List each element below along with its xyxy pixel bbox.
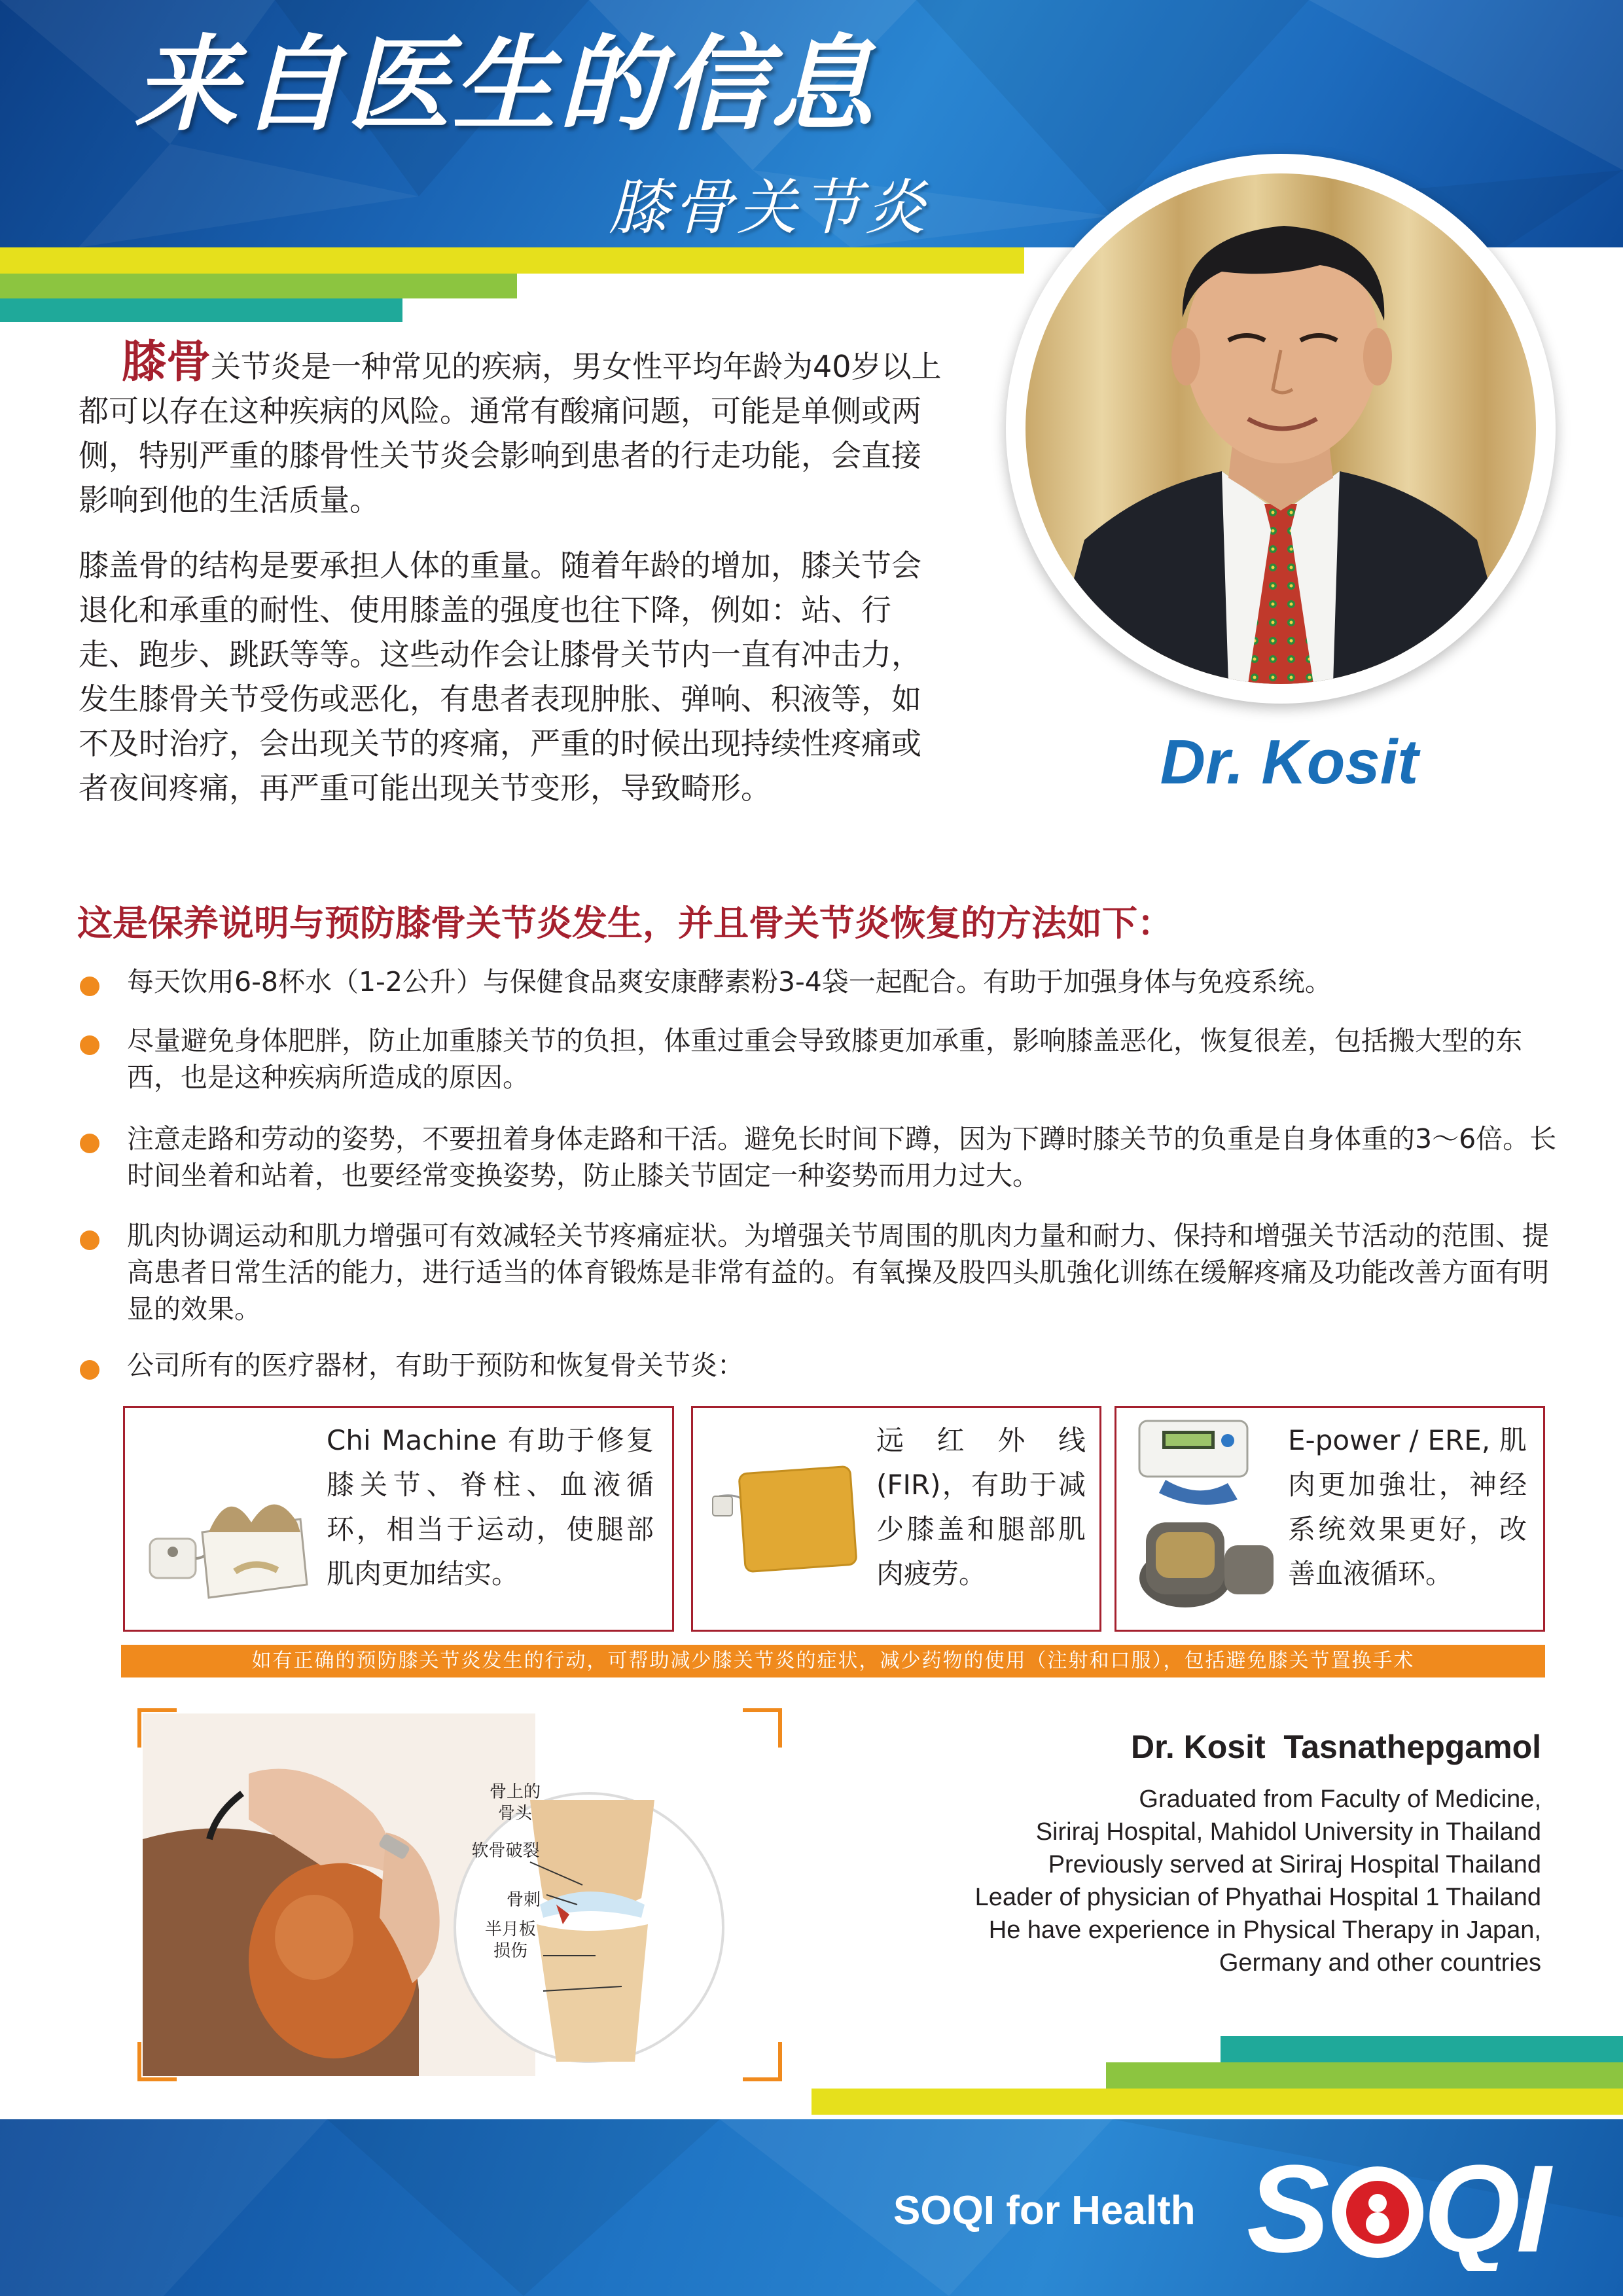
- stripe-yellow-bottom: [812, 2089, 1623, 2115]
- intro-paragraph-2: 膝盖骨的结构是要承担人体的重量。随着年龄的增加，膝关节会退化和承重的耐性、使用膝盖的强度也往下降，例如：站、行走、跑步、跳跃等等。这些动作会让膝骨关节内一直有冲击力，发生膝骨关节受伤或恶化，有患者表现肿胀、弹响、积液等，如不及时治疗，会出现关节的疼痛，严重的时候出现持续性疼痛或者夜间疼痛，再严重可能出现关节变形，导致畸形。: [79, 548, 921, 806]
- label-meniscus: 半月板 损伤: [484, 1920, 536, 1961]
- bullet-dot-icon: [80, 1360, 99, 1380]
- credentials-name: Dr. Kosit Tasnathepgamol: [1131, 1729, 1541, 1765]
- intro-lead-word: 膝骨: [122, 336, 211, 388]
- bullet-dot-icon: [80, 1035, 99, 1055]
- product-text: E-power / ERE, 肌肉更加強壮，神经系统效果更好，改善血液循环。: [1288, 1424, 1527, 1590]
- product-text: Chi Machine 有助于修复膝关节、脊柱、血液循环，相当于运动，使腿部肌肉更加结实。: [327, 1424, 654, 1590]
- bullet-text: 每天饮用6-8杯水（1-2公升）与保健食品爽安康酵素粉3-4袋一起配合。有助于加强身体与免疫系统。: [127, 966, 1332, 997]
- credentials-line: Graduated from Faculty of Medicine,: [1139, 1785, 1541, 1813]
- credentials-line: Previously served at Siriraj Hospital Thailand: [1048, 1851, 1541, 1878]
- bullet-text: 注意走路和劳动的姿势，不要扭着身体走路和干活。避免长时间下蹲，因为下蹲时膝关节的负重是自身体重的3～6倍。长时间坐着和站着，也要经常变换姿势，防止膝关节固定一种姿势而用力过大。: [127, 1123, 1557, 1191]
- label-spur: 骨刺: [506, 1890, 541, 1910]
- label-bone-head: 骨上的 骨头: [489, 1782, 541, 1823]
- fir-pad-image: [700, 1457, 863, 1588]
- e-power-device-image: [1126, 1414, 1290, 1624]
- stripe-yellow-top: [0, 247, 1024, 274]
- credentials-line: Leader of physician of Phyathai Hospital 1 Thailand: [974, 1884, 1541, 1911]
- notice-bar: 如有正确的预防膝关节炎发生的行动，可帮助减少膝关节炎的症状，减少药物的使用（注射和口服），包括避免膝关节置换手术: [121, 1645, 1545, 1677]
- product-card-chi-machine: [123, 1406, 674, 1632]
- bullet-text: 肌肉协调运动和肌力增强可有效减轻关节疼痛症状。为增强关节周围的肌肉力量和耐力、保持和增强关节活动的范围、提高患者日常生活的能力，进行适当的体育锻炼是非常有益的。有氧操及股四头肌強化训练在缓解疼痛及功能改善方面有明显的效果。: [127, 1220, 1549, 1325]
- intro-text-1: 关节炎是一种常见的疾病，男女性平均年龄为40岁以上都可以存在这种疾病的风险。通常有酸痛问题，可能是单侧或两侧，特别严重的膝骨性关节炎会影响到患者的行走功能，会直接影响到他的生活质量。: [79, 349, 942, 518]
- bullet-dot-icon: [80, 1134, 99, 1153]
- doctor-portrait: [1006, 154, 1556, 704]
- stripe-teal-top: [0, 298, 402, 322]
- chi-machine-image: [137, 1460, 313, 1611]
- credentials-line: Siriraj Hospital, Mahidol University in Thailand: [1035, 1818, 1541, 1846]
- doctor-photo: [1026, 173, 1536, 684]
- svg-text:QI: QI: [1423, 2147, 1547, 2271]
- bullet-dot-icon: [80, 977, 99, 996]
- bullet-text: 尽量避免身体肥胖，防止加重膝关节的负担，体重过重会导致膝更加承重，影响膝盖恶化，恢复很差，包括搬大型的东西，也是这种疾病所造成的原因。: [127, 1025, 1522, 1093]
- knee-graphic: [137, 1708, 782, 2081]
- bullet-text: 公司所有的医疗器材，有助于预防和恢复骨关节炎：: [127, 1350, 744, 1381]
- soqi-logo: [1247, 2147, 1574, 2271]
- svg-text:S: S: [1247, 2147, 1326, 2271]
- bullet-dot-icon: [80, 1230, 99, 1250]
- credentials-line: He have experience in Physical Therapy in Japan,: [988, 1916, 1541, 1944]
- page-title: 来自医生的信息: [134, 25, 876, 145]
- doctor-name: Dr. Kosit: [1160, 727, 1419, 797]
- product-text: 远红外线 (FIR)，有助于减少膝盖和腿部肌肉疲劳。: [876, 1424, 1086, 1590]
- stripe-teal-bottom: [1221, 2036, 1623, 2062]
- knee-illustration: [137, 1708, 782, 2081]
- credentials-line: Germany and other countries: [1219, 1949, 1541, 1977]
- product-card-fir: [691, 1406, 1101, 1632]
- stripe-green-top: [0, 274, 517, 298]
- label-cartilage: 软骨破裂: [471, 1841, 540, 1861]
- soqi-logo-mark: [1247, 2147, 1574, 2271]
- section-heading: 这是保养说明与预防膝骨关节炎发生，并且骨关节炎恢复的方法如下：: [77, 903, 1173, 944]
- product-card-e-power: [1115, 1406, 1545, 1632]
- footer-tagline: SOQI for Health: [893, 2188, 1196, 2233]
- stripe-green-bottom: [1106, 2062, 1623, 2089]
- intro-paragraph-1: [79, 336, 949, 522]
- page-subtitle: 膝骨关节炎: [609, 173, 930, 243]
